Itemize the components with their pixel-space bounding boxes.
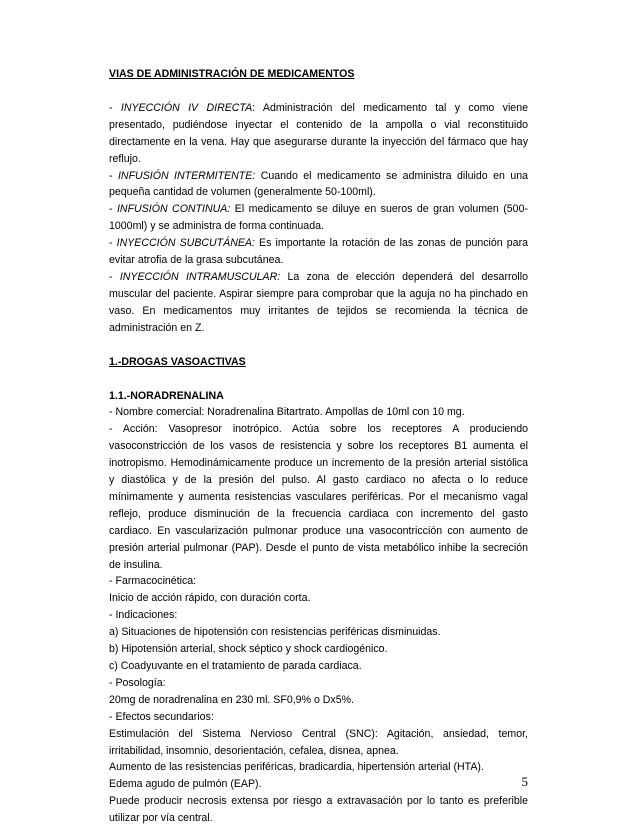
page-content <box>109 66 528 827</box>
drug-line: b) Hipotensión arterial, shock séptico y shock cardiogénico. <box>109 643 388 656</box>
route-item: - INYECCIÓN INTRAMUSCULAR: La zona de elección dependerá del desarrollo muscular del paciente. Aspirar siempre para comprobar que la aguja no ha pinchado en vaso. En medicamentos muy irritantes de tejidos se recomienda la técnica de administración en Z. <box>109 270 528 334</box>
route-item: - INFUSIÓN CONTINUA: El medicamento se diluye en sueros de gran volumen (500-1000ml) y se administra de forma continuada. <box>109 203 528 233</box>
drug-line: - Posología: <box>109 676 166 689</box>
drug-line: c) Coadyuvante en el tratamiento de parada cardiaca. <box>109 660 362 672</box>
routes-heading: VIAS DE ADMINISTRACIÓN DE MEDICAMENTOS <box>109 68 355 80</box>
drug-line: 20mg de noradrenalina en 230 ml. SF0,9% o Dx5%. <box>109 693 354 706</box>
drug-line: - Nombre comercial: Noradrenalina Bitartrato. Ampollas de 10ml con 10 mg. <box>109 406 465 419</box>
drug-line: Inicio de acción rápido, con duración corta. <box>109 592 311 605</box>
route-term: INFUSIÓN INTERMITENTE: <box>117 169 256 182</box>
route-item: - INYECCIÓN IV DIRECTA: Administración del medicamento tal y como viene presentado, pudiéndose inyectar el contenido de la ampolla o vial reconstituido directamente en la vena. Hay que asegurarse durante la inyección del fármaco que hay reflujo. <box>109 101 528 165</box>
route-term: INYECCIÓN INTRAMUSCULAR: <box>119 270 281 283</box>
drug-line: - Farmacocinética: <box>109 575 197 588</box>
route-term: INFUSIÓN CONTINUA: <box>116 203 231 216</box>
route-term: INYECCIÓN IV DIRECTA <box>120 101 253 114</box>
drugs-heading: 1.-DROGAS VASOACTIVAS <box>109 355 246 368</box>
drug-line: a) Situaciones de hipotensión con resistencias periféricas disminuidas. <box>109 626 441 639</box>
drug-line: Edema agudo de pulmón (EAP). <box>109 778 262 791</box>
drug-line: Puede producir necrosis extensa por riesgo a extravasación por lo tanto es preferible utilizar por vía central. <box>109 795 528 825</box>
drug-line: - Indicaciones: <box>109 609 178 622</box>
drug-line: Aumento de las resistencias periféricas, bradicardia, hipertensión arterial (HTA). <box>109 761 484 774</box>
page-number: 5 <box>521 774 528 789</box>
route-item: - INFUSIÓN INTERMITENTE: Cuando el medicamento se administra diluido en una pequeña cantidad de volumen (generalmente 50-100ml). <box>109 169 528 199</box>
drug-line: - Acción: Vasopresor inotrópico. Actúa sobre los receptores A produciendo vasoconstricción de los vasos de resistencia y sobre los receptores B1 aumenta el inotropismo. Hemodinámicamente produce un incremento de la presión arterial sistólica y diastólica y de la presión del pulso. Al gasto cardiaco no afecta o lo reduce mínimamente y aumenta resistencias vasculares periféricas. Por el mecanismo vagal reflejo, produce disminución de la frecuencia cardiaca con incremento del gasto cardiaco. En vascularización pulmonar produce una vasocontricción con aumento de presión arterial pulmonar (PAP). Desde el punto de vista metabólico inhibe la secreción de insulina. <box>109 423 528 571</box>
noradrenalina-heading: 1.1.-NORADRENALINA <box>109 389 224 402</box>
drug-line: Estimulación del Sistema Nervioso Central (SNC): Agitación, ansiedad, temor, irritabilidad, insomnio, desorientación, cefalea, disnea, apnea. <box>109 727 528 757</box>
drug-line: - Efectos secundarios: <box>109 710 214 723</box>
route-term: INYECCIÓN SUBCUTÁNEA: <box>116 237 255 250</box>
route-item: - INYECCIÓN SUBCUTÁNEA: Es importante la rotación de las zonas de punción para evitar atrofia de la grasa subcutánea. <box>109 237 528 267</box>
